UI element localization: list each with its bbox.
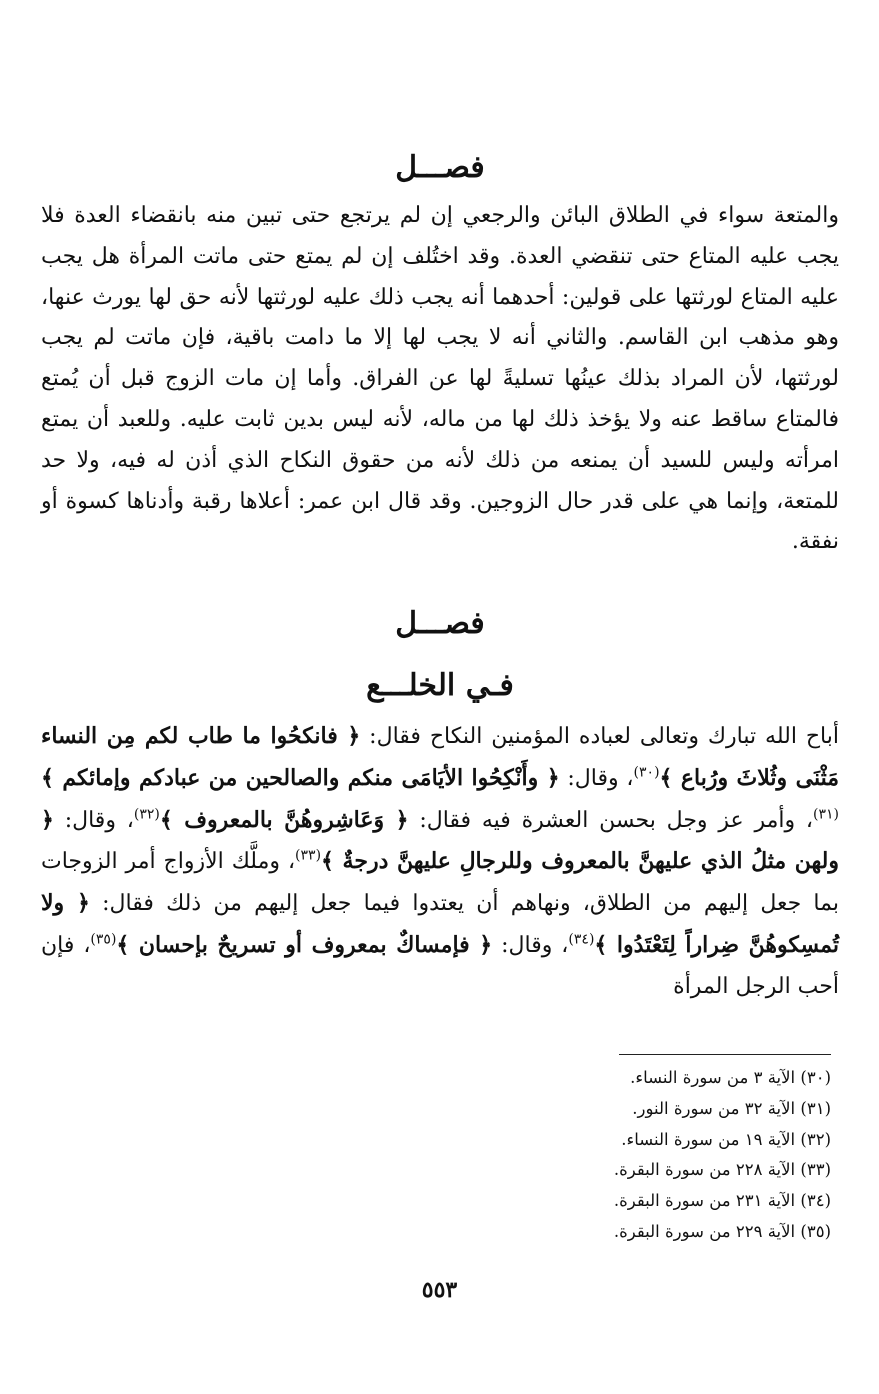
footnote: (٣١) الآية ٣٢ من سورة النور.: [632, 1098, 831, 1118]
footnote-ref: (٣١): [813, 806, 840, 823]
quran-verse: ﴿ فانكحُوا ما طاب لكم مِن النساء مَثْنَى وثُلاثَ ورُباع ﴾: [41, 723, 840, 791]
footnote-ref: (٣٠): [633, 764, 660, 781]
quran-verse: ﴿ ولهن مثلُ الذي عليهنَّ بالمعروف وللرجالِ عليهنَّ درجةٌ ﴾: [41, 806, 840, 875]
text-span: ، وقال:: [492, 932, 569, 958]
quran-verse: ﴿ وأَنْكِحُوا الأيَامَى منكم والصالحين من عبادكم وإمائكم ﴾: [41, 764, 560, 791]
text-span: ، فإن أحب الرجل المرأة: [41, 932, 839, 999]
quran-verse: ﴿ وَعَاشِروهُنَّ بالمعروف ﴾: [159, 806, 409, 833]
footnote-ref: (٣٥): [90, 931, 117, 948]
footnote-ref: (٣٤): [568, 931, 595, 948]
footnote: (٣٠) الآية ٣ من سورة النساء.: [630, 1068, 831, 1087]
text-span: ، وقال:: [53, 807, 134, 833]
footnotes: [431, 1063, 831, 1248]
footnote: (٣٣) الآية ٢٢٨ من سورة البقرة.: [613, 1160, 831, 1180]
paragraph-khul: [41, 716, 839, 1008]
text-span: أباح الله تبارك وتعالى لعباده المؤمنين النكاح فقال:: [360, 724, 839, 749]
paragraph-text: [41, 716, 839, 1008]
footnote-ref: (٣٢): [133, 806, 160, 823]
footnote: (٣٤) الآية ٢٣١ من سورة البقرة.: [613, 1191, 831, 1211]
footnote-ref: (٣٣): [295, 848, 322, 865]
text-span: ، وأمر عز وجل بحسن العشرة فيه فقال:: [408, 807, 814, 833]
quran-verse: ﴿ ولا تُمسِكوهُنَّ ضِراراً لِتَعْتَدُوا ﴾: [41, 890, 839, 958]
text-span: ، وملَّك الأزواج أمر الزوجات بما جعل إليهم من الطلاق، ونهاهم أن يعتدوا فيما جعل إليهم من ذلك فقال:: [41, 849, 839, 917]
page-number: ٥٥٣: [421, 1277, 458, 1303]
footnote-divider: [619, 1054, 831, 1055]
section-heading: فصـــل: [395, 150, 485, 185]
section-heading: فصـــل: [395, 606, 485, 641]
paragraph-mutah: [41, 196, 839, 563]
quran-verse: ﴿ فإمساكٌ بمعروف أو تسريحٌ بإحسان ﴾: [116, 931, 493, 958]
footnote: (٣٥) الآية ٢٢٩ من سورة البقرة.: [613, 1221, 831, 1241]
subsection-heading: فـي الخلـــع: [366, 668, 514, 703]
paragraph-text: والمتعة سواء في الطلاق البائن والرجعي إن لم يرتجع حتى تبين منه بانقضاء العدة فلا يجب عليه المتاع حتى تنقضي العدة. وقد اختُلف إن لم يمتع حتى ماتت المرأة هل يجب عليه المتاع لورثتها على قولين: أحدهما أنه يجب ذلك عليه لورثتها لأنه حق لها يورث عنها، وهو مذهب ابن القاسم. والثاني أنه لا يجب لها إلا ما دامت باقية، فإن ماتت لم يجب لورثتها، لأن المراد بذلك عينُها تسليةً لها عن الفراق. وأما إن مات الزوج قبل أن يُمتع فالمتاع ساقط عنه ولا يؤخذ ذلك لها من ماله، لأنه ليس بدين ثابت عليه. وللعبد أن يمتع امرأته وليس للسيد أن يمنعه من ذلك لأنه من حقوق النكاح الذي أذن له فيه، ولا حد للمتعة، وإنما هي على قدر حال الزوجين. وقد قال ابن عمر: أعلاها رقبة وأدناها كسوة أو نفقة.: [41, 203, 839, 555]
text-span: ، وقال:: [559, 765, 634, 791]
footnote: (٣٢) الآية ١٩ من سورة النساء.: [621, 1129, 831, 1149]
